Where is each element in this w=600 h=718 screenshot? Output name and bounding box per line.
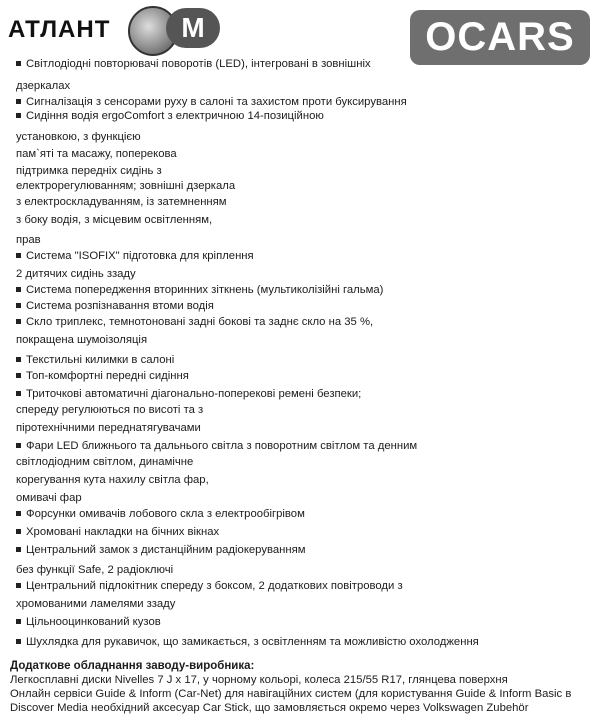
bullet-icon <box>16 619 21 624</box>
list-item <box>16 353 174 367</box>
ocars-watermark: OCARS <box>410 10 590 65</box>
list-item <box>16 179 235 193</box>
list-item <box>16 283 383 297</box>
logo-m-badge: M <box>166 8 220 48</box>
list-item-text: Хромовані накладки на бічних вікнах <box>26 526 220 538</box>
list-item-text: пам`яті та масажу, поперекова <box>16 148 177 160</box>
list-item <box>16 525 219 539</box>
list-item <box>16 403 203 417</box>
list-item-text: Центральний підлокітник спереду з боксом, 2 додаткових повітроводи з <box>26 580 403 592</box>
list-item <box>16 563 173 577</box>
logo-text: АТЛАНТ <box>8 16 111 43</box>
list-item <box>16 95 407 109</box>
bullet-icon <box>16 303 21 308</box>
list-item-text: Форсунки омивачів лобового скла з електрообігрівом <box>26 508 305 520</box>
list-item <box>16 249 254 263</box>
list-item <box>16 109 324 123</box>
list-item-text: Система "ISOFIX" підготовка для кріплення <box>26 250 254 262</box>
bullet-icon <box>16 583 21 588</box>
list-item-text: Сигналізація з сенсорами руху в салоні та захистом проти буксирування <box>26 96 407 108</box>
list-item-text: Скло триплекс, темнотоновані задні бокові та заднє скло на 35 %, <box>26 316 374 328</box>
bullet-icon <box>16 511 21 516</box>
list-item <box>16 130 141 144</box>
list-item <box>16 439 417 453</box>
bullet-icon <box>16 391 21 396</box>
list-item <box>16 315 373 329</box>
list-item-text: 2 дитячих сидінь ззаду <box>16 268 136 280</box>
bullet-icon <box>16 529 21 534</box>
additional-equipment-line: Легкосплавні диски Nivelles 7 J x 17, у чорному кольорі, колеса 215/55 R17, глянцева поверхня <box>10 674 508 686</box>
list-item <box>16 213 212 227</box>
list-item <box>16 597 175 611</box>
list-item <box>16 387 361 401</box>
list-item-text: без функції Safe, 2 радіоключі <box>16 564 174 576</box>
list-item-text: світлодіодним світлом, динамічне <box>16 456 194 468</box>
list-item-text: з боку водія, з місцевим освітленням, <box>16 214 213 226</box>
list-item-text: покращена шумоізоляція <box>16 334 148 346</box>
list-item <box>16 635 479 649</box>
list-item-text: Шухлядка для рукавичок, що замикається, з освітленням та можливістю охолодження <box>26 636 479 648</box>
list-item-text: дзеркалах <box>16 80 71 92</box>
list-item-text: прав <box>16 234 41 246</box>
list-item-text: Цільнооцинкований кузов <box>26 616 161 628</box>
list-item <box>16 267 136 281</box>
list-item <box>16 579 403 593</box>
list-item-text: Триточкові автоматичні діагонально-поперекові ремені безпеки; <box>26 388 362 400</box>
bullet-icon <box>16 639 21 644</box>
list-item <box>16 164 162 178</box>
additional-equipment-line: Discover Media необхідний аксесуар Car Stick, що замовляється окремо через Volkswagen Zubehör <box>10 702 529 714</box>
list-item-text: з електроскладуванням, із затемненням <box>16 196 227 208</box>
list-item <box>16 369 189 383</box>
list-item <box>16 79 70 93</box>
list-item <box>16 299 214 313</box>
list-item-text: Фари LED ближнього та дальнього світла з поворотним світлом та денним <box>26 440 418 452</box>
list-item-text: хромованими ламелями ззаду <box>16 598 176 610</box>
additional-equipment-heading: Додаткове обладнання заводу-виробника: <box>10 660 255 672</box>
list-item-text: омивачі фар <box>16 492 82 504</box>
list-item-text: Система розпізнавання втоми водія <box>26 300 214 312</box>
list-item-text: Світлодіодні повторювачі поворотів (LED), інтегровані в зовнішніх <box>26 58 371 70</box>
list-item-text: електрорегулюванням; зовнішні дзеркала <box>16 180 236 192</box>
list-item <box>16 473 209 487</box>
list-item-text: Система попередження вторинних зіткнень (мультиколізійні гальма) <box>26 284 384 296</box>
bullet-icon <box>16 547 21 552</box>
list-item <box>16 421 201 435</box>
list-item-text: Топ-комфортні передні сидіння <box>26 370 189 382</box>
bullet-icon <box>16 319 21 324</box>
list-item-text: підтримка передніх сидінь з <box>16 165 162 177</box>
atlant-m-logo <box>8 2 223 54</box>
bullet-icon <box>16 253 21 258</box>
list-item <box>16 615 161 629</box>
list-item <box>16 455 193 469</box>
bullet-icon <box>16 113 21 118</box>
list-item-text: Сидіння водія ergoComfort з електричною 14-позиційною <box>26 110 324 122</box>
list-item-text: Центральний замок з дистанційним радіокеруванням <box>26 544 306 556</box>
bullet-icon <box>16 373 21 378</box>
list-item-text: Текстильні килимки в салоні <box>26 354 175 366</box>
bullet-icon <box>16 443 21 448</box>
list-item <box>16 57 371 71</box>
list-item <box>16 543 306 557</box>
list-item-text: установкою, з функцією <box>16 131 141 143</box>
list-item <box>16 195 227 209</box>
list-item-text: спереду регулюються по висоті та з <box>16 404 204 416</box>
bullet-icon <box>16 357 21 362</box>
bullet-icon <box>16 287 21 292</box>
list-item <box>16 233 41 247</box>
list-item <box>16 507 305 521</box>
bullet-icon <box>16 61 21 66</box>
additional-equipment-line: Онлайн сервіси Guide & Inform (Car-Net) для навігаційних систем (для користування Guide & Inform Basic в <box>10 688 572 700</box>
list-item-text: піротехнічними переднатягувачами <box>16 422 201 434</box>
list-item <box>16 147 177 161</box>
list-item <box>16 491 82 505</box>
list-item <box>16 333 147 347</box>
list-item-text: корегування кута нахилу світла фар, <box>16 474 209 486</box>
bullet-icon <box>16 99 21 104</box>
